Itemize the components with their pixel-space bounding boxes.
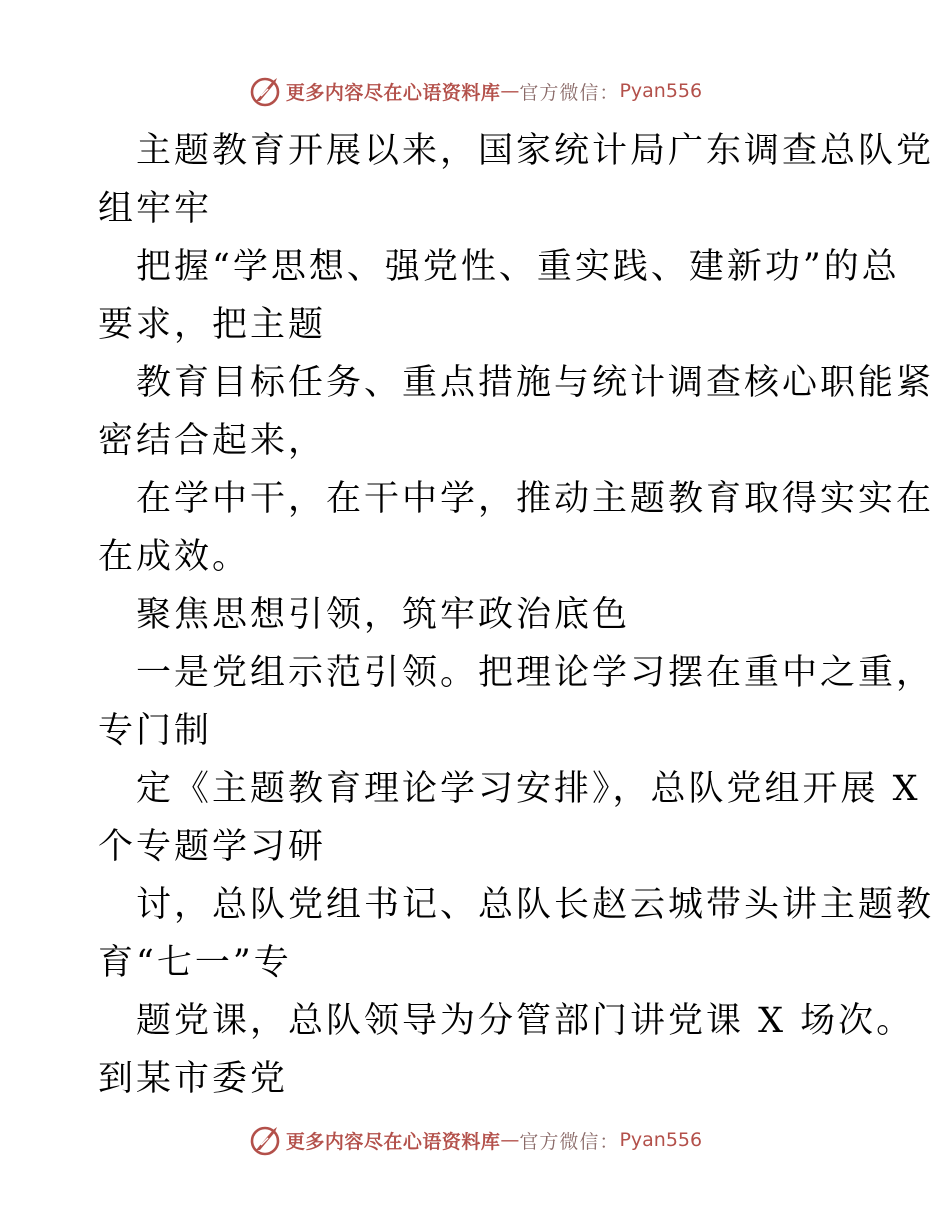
paragraph-line: 聚焦思想引领，筑牢政治底色 bbox=[136, 595, 631, 635]
paragraph-line: 一是党组示范引领。把理论学习摆在重中之重， bbox=[136, 653, 935, 693]
paragraph-continuation-line: 组牢牢 bbox=[98, 189, 213, 229]
banner-wechat-id: Pyan556 bbox=[619, 1129, 703, 1151]
paragraph-line: 定《主题教育理论学习安排》，总队党组开展 X bbox=[136, 769, 921, 809]
paragraph-continuation-line: 育“七一”专 bbox=[98, 943, 292, 983]
paragraph-continuation-line: 个专题学习研 bbox=[98, 827, 327, 867]
banner-wechat-label: 官方微信： bbox=[519, 1130, 620, 1153]
paragraph-continuation-line: 到某市委党 bbox=[98, 1059, 289, 1099]
paragraph-line: 主题教育开展以来，国家统计局广东调查总队党 bbox=[136, 131, 935, 171]
paragraph-continuation-line: 密结合起来， bbox=[98, 421, 327, 461]
banner-dash: — bbox=[500, 1129, 520, 1151]
paragraph-continuation-line: 在成效。 bbox=[98, 537, 251, 577]
banner-wechat-label: 官方微信： bbox=[519, 81, 620, 104]
feather-pen-logo-icon bbox=[248, 74, 282, 108]
paragraph-line: 题党课，总队领导为分管部门讲党课 X 场次。 bbox=[136, 1001, 915, 1041]
paragraph-continuation-line: 要求，把主题 bbox=[98, 305, 327, 345]
footer-watermark-banner bbox=[0, 1120, 950, 1160]
banner-wechat-id: Pyan556 bbox=[619, 80, 703, 102]
header-watermark-banner bbox=[0, 71, 950, 111]
banner-dash: — bbox=[500, 80, 520, 102]
banner-main-text: 更多内容尽在心语资料库 bbox=[285, 81, 501, 104]
document-body bbox=[98, 122, 935, 1108]
paragraph-line: 在学中干，在干中学，推动主题教育取得实实在 bbox=[136, 479, 935, 519]
feather-pen-logo-icon bbox=[248, 1123, 282, 1157]
paragraph-line: 讨，总队党组书记、总队长赵云城带头讲主题教 bbox=[136, 885, 935, 925]
paragraph-line: 把握“学思想、强党性、重实践、建新功”的总 bbox=[136, 247, 900, 287]
paragraph-line: 教育目标任务、重点措施与统计调查核心职能紧 bbox=[136, 363, 935, 403]
paragraph-continuation-line: 专门制 bbox=[98, 711, 213, 751]
banner-main-text: 更多内容尽在心语资料库 bbox=[285, 1130, 501, 1153]
